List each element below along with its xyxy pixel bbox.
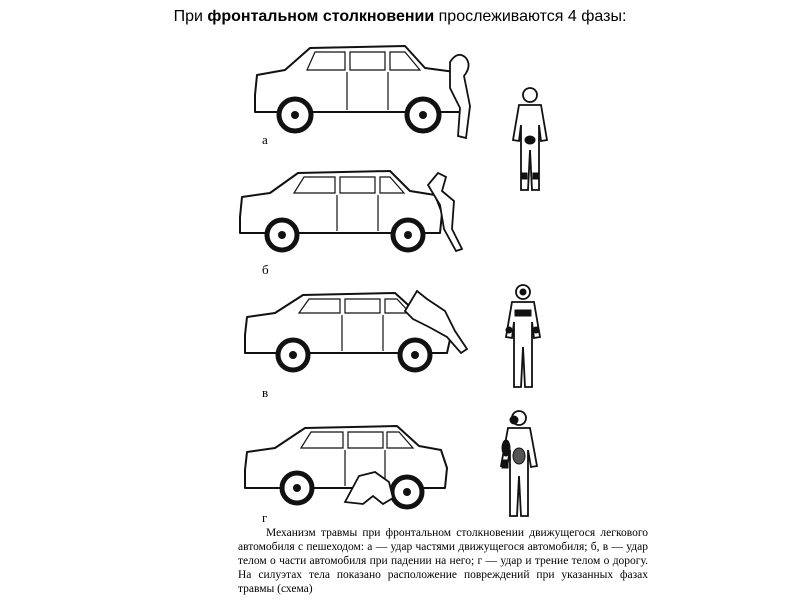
phase-label-c: в bbox=[262, 385, 269, 400]
title-suffix: прослеживаются 4 фазы: bbox=[434, 8, 627, 25]
caption-text: Механизм травмы при фронтальном столкновении движущегося легкового автомобиля с пешеходом: а — удар частями движущегося автомобиля; б, в — удар телом о части автомобиля при падении на него; г — удар и трение телом о дорогу. На силуэтах тела показано расположение повреждений при указанных фазах травмы (схема) bbox=[238, 527, 648, 595]
title-bold: фронтальном столкновении bbox=[207, 8, 435, 25]
car-illustration-c bbox=[235, 285, 485, 380]
slide-title bbox=[0, 8, 800, 26]
phase-label-a: а bbox=[262, 132, 268, 147]
body-silhouette-c bbox=[498, 282, 548, 392]
car-illustration-b bbox=[230, 165, 480, 260]
car-illustration-d bbox=[235, 420, 485, 515]
phase-label-d: г bbox=[262, 510, 268, 525]
body-silhouette-d bbox=[492, 408, 547, 523]
car-illustration-a bbox=[245, 40, 485, 140]
figure-caption bbox=[238, 526, 648, 596]
body-silhouette-a bbox=[505, 85, 555, 195]
phase-label-b: б bbox=[262, 262, 269, 277]
title-prefix: При bbox=[173, 8, 208, 25]
